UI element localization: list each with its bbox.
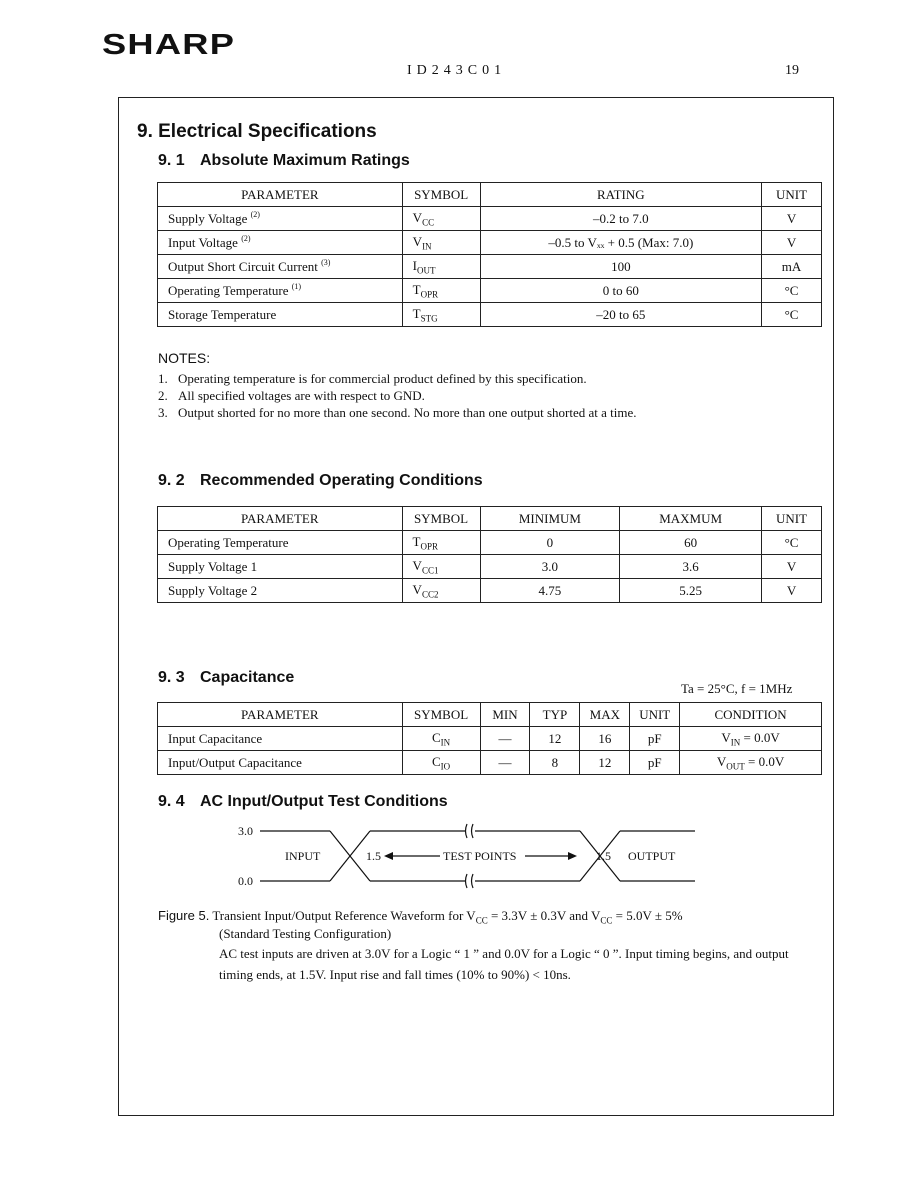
symbol: T xyxy=(412,281,421,297)
footnote-ref: (2) xyxy=(241,234,251,243)
column-header: PARAMETER xyxy=(158,507,403,531)
symbol-subscript: IN xyxy=(422,241,432,252)
table-row xyxy=(158,231,822,255)
symbol-subscript: OPR xyxy=(420,541,439,552)
column-header: CONDITION xyxy=(680,703,822,727)
caption-text: = 5.0V ± 5% xyxy=(612,908,683,923)
table-row xyxy=(158,255,822,279)
figure-description: AC test inputs are driven at 3.0V for a Logic “ 1 ” and 0.0V for a Logic “ 0 ”. Input timing begins, and output timing ends, at 1.5V. Input rise and fall times (10% to 90%) < 10ns. xyxy=(219,946,789,982)
table-row xyxy=(158,555,822,579)
table-header-row xyxy=(158,183,822,207)
symbol-subscript: STG xyxy=(420,313,438,324)
param-cell: Supply Voltage 2 xyxy=(158,579,403,603)
note-item xyxy=(158,388,425,404)
test-condition-note: Ta = 25°C, f = 1MHz xyxy=(681,681,793,696)
recommended-conditions-table xyxy=(157,506,822,603)
symbol-cell xyxy=(402,579,480,603)
rating-cell: –0.2 to 7.0 xyxy=(480,207,761,231)
output-level-label: 1.5 xyxy=(596,849,611,863)
table-row xyxy=(158,531,822,555)
symbol-subscript: IN xyxy=(730,737,741,748)
break-mark-icon xyxy=(466,874,474,888)
section-number: 9. 4 xyxy=(158,793,185,810)
section-number: 9. 2 xyxy=(158,472,185,489)
param-cell: Operating Temperature xyxy=(158,531,403,555)
section-title: 9. Electrical Specifications xyxy=(137,121,377,142)
symbol-cell xyxy=(402,279,480,303)
param-cell: Input/Output Capacitance xyxy=(158,751,403,775)
high-level-label: 3.0 xyxy=(238,824,253,838)
section-heading-text: Absolute Maximum Ratings xyxy=(200,152,410,169)
section-9-1-heading xyxy=(158,152,410,170)
table-header-row xyxy=(158,507,822,531)
unit-cell: °C xyxy=(762,303,822,327)
symbol-cell xyxy=(402,231,480,255)
right-arrow-icon xyxy=(568,852,577,860)
symbol: V xyxy=(716,753,727,769)
rating-cell: –0.5 to Vₓₓ + 0.5 (Max: 7.0) xyxy=(480,231,761,255)
param-cell xyxy=(158,255,403,279)
unit-cell: pF xyxy=(630,751,680,775)
min-cell: 3.0 xyxy=(480,555,620,579)
param-text: Output Short Circuit Current xyxy=(168,259,318,274)
symbol-subscript: CC2 xyxy=(421,589,439,600)
section-9-4-heading xyxy=(158,793,448,811)
column-header: PARAMETER xyxy=(158,703,403,727)
note-text: All specified voltages are with respect to GND. xyxy=(178,388,425,403)
section-number: 9. 1 xyxy=(158,152,185,169)
input-label: INPUT xyxy=(285,849,321,863)
symbol-cell xyxy=(402,207,480,231)
unit-cell: pF xyxy=(630,727,680,751)
symbol-subscript: IN xyxy=(440,737,451,748)
test-points-label: TEST POINTS xyxy=(443,849,517,863)
document-id: ID243C01 xyxy=(407,63,507,78)
table-row xyxy=(158,279,822,303)
max-cell: 12 xyxy=(580,751,630,775)
symbol: V xyxy=(412,581,422,597)
symbol-subscript: CC xyxy=(600,915,613,926)
column-header: SYMBOL xyxy=(402,703,480,727)
symbol-subscript: IO xyxy=(440,761,451,772)
symbol: V xyxy=(721,729,731,745)
symbol-subscript: CC xyxy=(475,915,488,926)
symbol: V xyxy=(412,209,423,225)
column-header: UNIT xyxy=(762,507,822,531)
max-cell: 60 xyxy=(620,531,762,555)
column-header: MAXMUM xyxy=(620,507,762,531)
output-label: OUTPUT xyxy=(628,849,676,863)
column-header: MINIMUM xyxy=(480,507,620,531)
symbol-cell xyxy=(402,751,480,775)
column-header: SYMBOL xyxy=(402,183,480,207)
min-cell: — xyxy=(480,751,530,775)
param-text: Supply Voltage xyxy=(168,211,248,226)
symbol: C xyxy=(432,753,441,769)
figure-label: Figure 5. xyxy=(158,908,210,923)
min-cell: 0 xyxy=(480,531,620,555)
unit-cell: V xyxy=(762,207,822,231)
min-cell: 4.75 xyxy=(480,579,620,603)
left-arrow-icon xyxy=(384,852,393,860)
note-item xyxy=(158,371,587,387)
note-item xyxy=(158,405,637,421)
figure-subtitle: (Standard Testing Configuration) xyxy=(219,926,392,941)
symbol-subscript: OUT xyxy=(417,265,436,276)
table-row xyxy=(158,207,822,231)
param-cell: Input Capacitance xyxy=(158,727,403,751)
footnote-ref: (1) xyxy=(291,282,302,291)
symbol: V xyxy=(412,557,422,573)
symbol: T xyxy=(412,305,421,321)
note-number: 2. xyxy=(158,388,168,403)
section-heading-text: AC Input/Output Test Conditions xyxy=(200,793,448,810)
section-9-3-heading xyxy=(158,669,294,687)
unit-cell: V xyxy=(762,579,822,603)
notes-title: NOTES: xyxy=(158,350,211,366)
symbol-cell xyxy=(402,531,480,555)
table-row xyxy=(158,579,822,603)
unit-cell: V xyxy=(762,231,822,255)
min-cell: — xyxy=(480,727,530,751)
rating-cell: –20 to 65 xyxy=(480,303,761,327)
low-level-label: 0.0 xyxy=(238,874,253,888)
param-cell xyxy=(158,207,403,231)
symbol: C xyxy=(432,729,441,745)
symbol: T xyxy=(412,533,421,549)
symbol-subscript: OPR xyxy=(420,289,439,300)
symbol-subscript: CC xyxy=(422,217,435,228)
column-header: UNIT xyxy=(630,703,680,727)
input-level-label: 1.5 xyxy=(366,849,381,863)
absolute-max-ratings-table xyxy=(157,182,822,327)
capacitance-table xyxy=(157,702,822,775)
break-mark-icon xyxy=(466,824,474,838)
condition-value: = 0.0V xyxy=(740,729,780,745)
note-number: 3. xyxy=(158,405,168,420)
param-cell xyxy=(158,279,403,303)
column-header: TYP xyxy=(530,703,580,727)
section-heading-text: Recommended Operating Conditions xyxy=(200,472,483,489)
condition-cell xyxy=(680,727,822,751)
symbol-cell xyxy=(402,303,480,327)
page-number: 19 xyxy=(785,63,799,78)
symbol-cell xyxy=(402,555,480,579)
table-header-row xyxy=(158,703,822,727)
typ-cell: 12 xyxy=(530,727,580,751)
unit-cell: V xyxy=(762,555,822,579)
param-cell: Supply Voltage 1 xyxy=(158,555,403,579)
section-9-2-heading xyxy=(158,472,483,490)
param-cell xyxy=(158,303,403,327)
symbol-cell xyxy=(402,255,480,279)
column-header: RATING xyxy=(480,183,761,207)
test-waveform-diagram xyxy=(230,820,710,895)
rating-cell: 100 xyxy=(480,255,761,279)
footnote-ref: (2) xyxy=(250,210,260,219)
table-row xyxy=(158,751,822,775)
footnote-ref: (3) xyxy=(321,258,331,267)
param-text: Operating Temperature xyxy=(168,283,289,298)
note-text: Operating temperature is for commercial product defined by this specification. xyxy=(178,371,587,386)
condition-cell xyxy=(680,751,822,775)
param-cell xyxy=(158,231,403,255)
section-number: 9. 3 xyxy=(158,669,185,686)
figure-caption xyxy=(158,908,683,926)
symbol: V xyxy=(412,233,423,249)
note-text: Output shorted for no more than one second. No more than one output shorted at a time. xyxy=(178,405,637,420)
symbol: I xyxy=(412,257,418,273)
table-row xyxy=(158,727,822,751)
caption-text: Transient Input/Output Reference Waveform for V xyxy=(212,908,476,923)
column-header: PARAMETER xyxy=(158,183,403,207)
max-cell: 5.25 xyxy=(620,579,762,603)
max-cell: 16 xyxy=(580,727,630,751)
condition-value: = 0.0V xyxy=(744,753,785,769)
param-text: Input Voltage xyxy=(168,235,238,250)
symbol-subscript: OUT xyxy=(726,761,745,772)
unit-cell: °C xyxy=(762,531,822,555)
param-text: Storage Temperature xyxy=(168,306,277,322)
column-header: MIN xyxy=(480,703,530,727)
symbol-cell xyxy=(402,727,480,751)
typ-cell: 8 xyxy=(530,751,580,775)
max-cell: 3.6 xyxy=(620,555,762,579)
unit-cell: mA xyxy=(762,255,822,279)
table-row xyxy=(158,303,822,327)
note-number: 1. xyxy=(158,371,168,386)
column-header: MAX xyxy=(580,703,630,727)
section-heading-text: Capacitance xyxy=(200,669,295,686)
column-header: UNIT xyxy=(762,183,822,207)
rating-cell: 0 to 60 xyxy=(480,279,761,303)
caption-text: = 3.3V ± 0.3V and V xyxy=(487,908,601,923)
column-header: SYMBOL xyxy=(402,507,480,531)
symbol-subscript: CC1 xyxy=(421,565,439,576)
sharp-logo: SHARP xyxy=(102,29,236,61)
unit-cell: °C xyxy=(762,279,822,303)
